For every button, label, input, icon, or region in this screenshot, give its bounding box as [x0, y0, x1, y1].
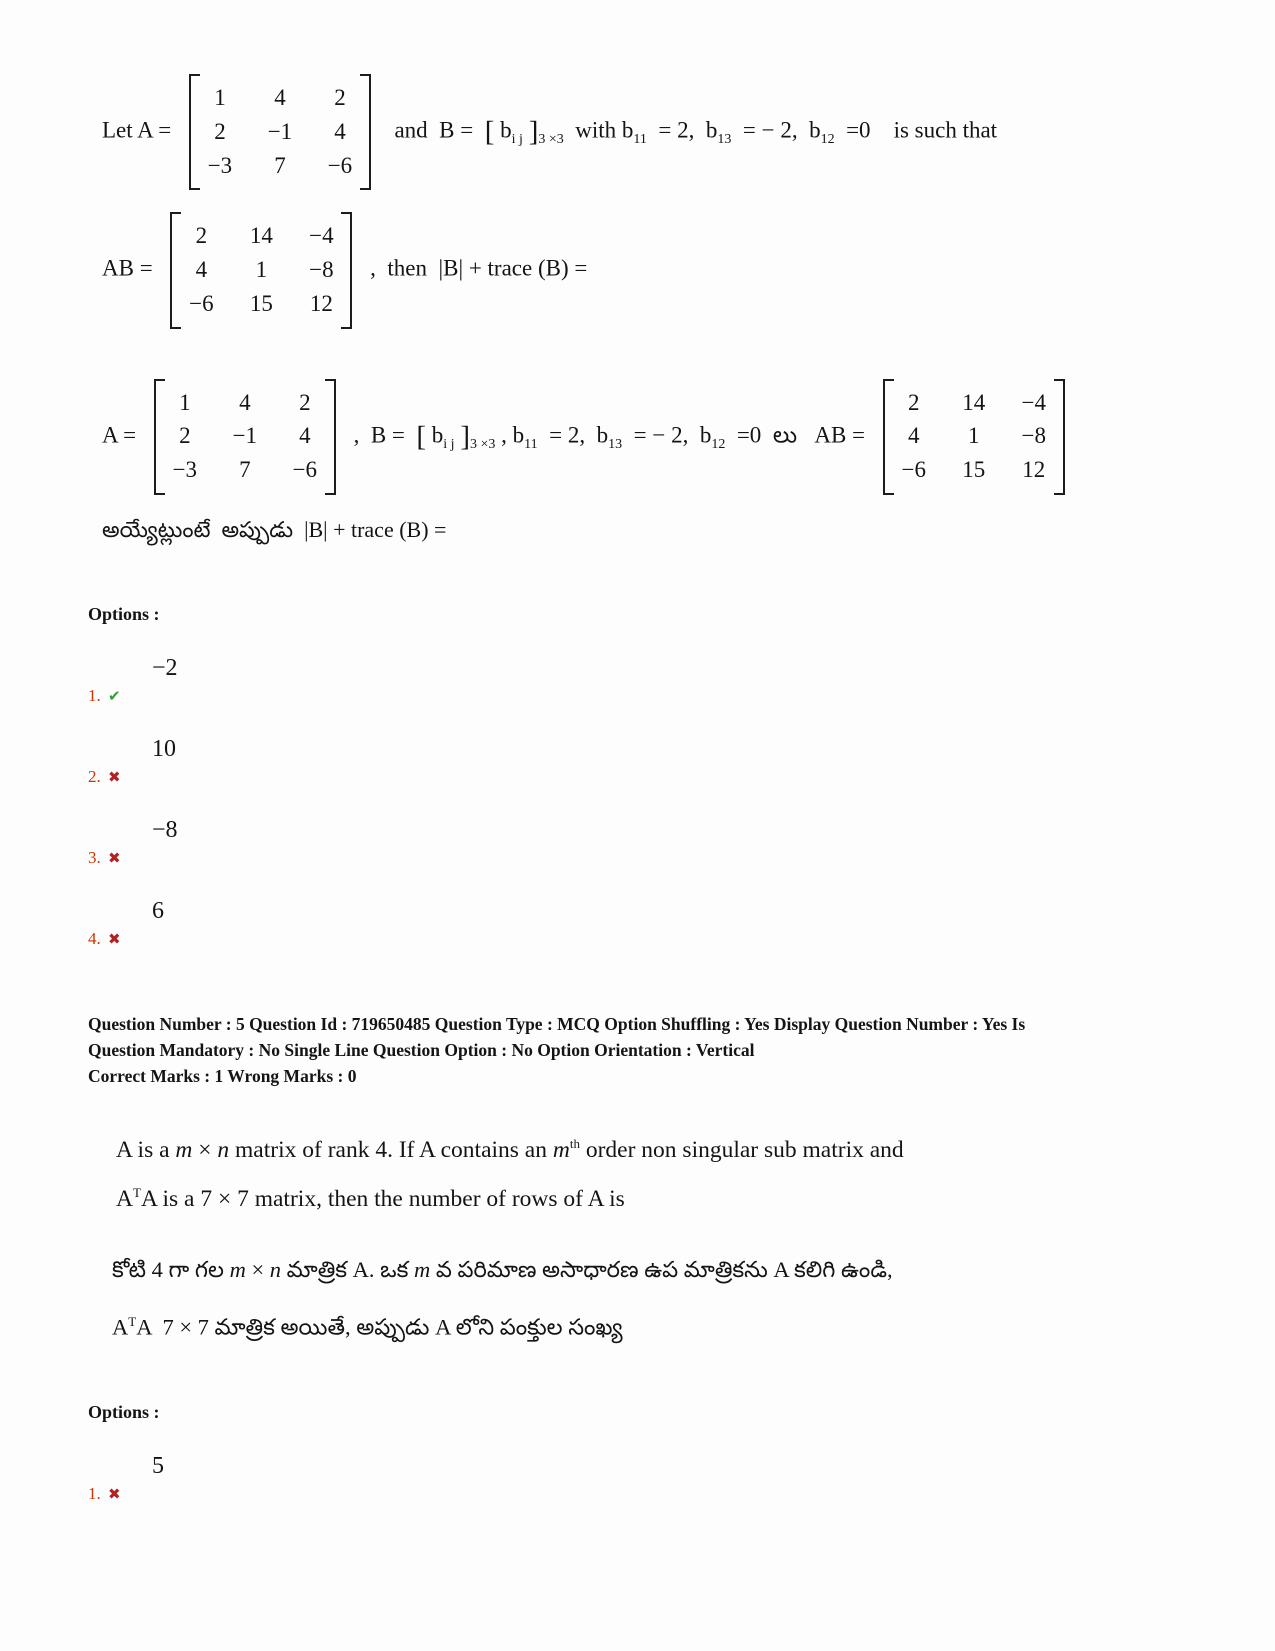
- option-value: −8: [152, 816, 178, 843]
- b13-subscript: 13: [608, 436, 623, 452]
- matrix-cell: −6: [189, 290, 214, 316]
- q5-telugu-line1: కోటి 4 గా గల m × n మాత్రిక A. ఒక m వ పరిమాణ అసాధారణ ఉప మాత్రికను A కలిగి ఉండి,: [112, 1257, 893, 1283]
- q4-option-4: [88, 898, 1191, 949]
- matrix-cell: −4: [309, 223, 334, 249]
- transpose-superscript: T: [132, 1185, 141, 1201]
- matrix-cell: −6: [292, 457, 318, 482]
- metadata-line-3: Correct Marks : 1 Wrong Marks : 0: [88, 1066, 357, 1087]
- dimension-subscript: 3 ×3: [538, 132, 564, 147]
- matrix-cell: 2: [179, 423, 191, 449]
- matrix-cell: 15: [962, 457, 986, 482]
- matrix-cell: 2: [908, 389, 920, 415]
- b-symbol: b: [500, 117, 512, 143]
- matrix-cell: −3: [207, 152, 233, 178]
- matrix-cell: 12: [309, 290, 333, 316]
- question-5-block: [88, 1136, 1191, 1504]
- q4-eq12-text: =0: [840, 117, 871, 143]
- matrix-cell: 2: [334, 85, 346, 110]
- matrix-cell: 2: [299, 389, 311, 415]
- matrix-cell: 4: [299, 423, 311, 449]
- matrix-cell: −8: [1021, 423, 1046, 449]
- matrix-ab: [170, 212, 352, 328]
- italic-m: m: [552, 1136, 570, 1163]
- italic-n: n: [269, 1257, 282, 1283]
- b-ij-subscript: i j: [443, 436, 455, 452]
- option-number: 1.: [88, 685, 101, 705]
- italic-m: m: [229, 1257, 246, 1283]
- then-trace-text: , then |B| + trace (B) =: [370, 255, 588, 281]
- telugu-eq12-text: =0: [731, 421, 768, 447]
- wrong-cross-icon: ✖: [108, 929, 121, 948]
- q4-with-text: with b: [569, 117, 634, 143]
- option-number: 1.: [88, 1483, 101, 1503]
- matrix-cell: −6: [901, 457, 926, 482]
- correct-check-icon: ✔: [108, 686, 121, 705]
- matrix-cell: 2: [195, 223, 208, 249]
- b-ij-subscript: i j: [511, 132, 523, 147]
- matrix-cell: 15: [249, 290, 273, 316]
- metadata-line-1: Question Number : 5 Question Id : 719650485 Question Type : MCQ Option Shuffling : Yes Display Question Number : Yes Is: [88, 1013, 1026, 1034]
- q4-option-2: [88, 736, 1191, 787]
- th-superscript: th: [569, 1135, 580, 1151]
- transpose-superscript: T: [128, 1314, 137, 1330]
- b12-subscript: 12: [711, 436, 726, 452]
- matrix-cell: 7: [274, 152, 286, 178]
- b-symbol: b: [431, 421, 444, 447]
- wrong-cross-icon: ✖: [108, 1484, 121, 1503]
- q5-telugu-line2: $A^TA$ 7 × 7 మాత్రిక అయితే, అప్పుడు A లోని పంక్తుల సంఖ్య: [112, 1314, 623, 1340]
- q4-option-1: [88, 655, 1191, 706]
- matrix-cell: 14: [962, 389, 986, 415]
- matrix-a: [189, 74, 371, 190]
- matrix-cell: −1: [267, 118, 293, 144]
- q4-english-line2: [102, 212, 1191, 328]
- q5-telugu-block: [88, 1257, 1191, 1346]
- option-value: 6: [152, 897, 164, 924]
- matrix-a-telugu: [154, 379, 336, 495]
- q4-english-line1: [102, 74, 1191, 190]
- telugu-a-equals: A =: [102, 421, 137, 447]
- left-bracket: [: [416, 419, 427, 452]
- b11-subscript: 11: [633, 132, 647, 147]
- matrix-cell: 4: [239, 389, 251, 415]
- option-number-row: [88, 848, 1191, 868]
- right-bracket: ]: [460, 419, 470, 452]
- option-number-row: [88, 767, 1191, 787]
- right-bracket: ]: [528, 115, 539, 148]
- q4-and-b-text: and B =: [388, 117, 479, 143]
- q5-english-line2: $A^TA$ is a 7 × 7 matrix, then the number of rows of A is: [116, 1185, 625, 1213]
- option-number: 2.: [88, 766, 101, 786]
- italic-m: m: [413, 1257, 431, 1283]
- wrong-cross-icon: ✖: [108, 848, 121, 867]
- option-number: 4.: [88, 928, 101, 948]
- telugu-eq13-text: = − 2, b: [627, 421, 712, 447]
- matrix-cell: 7: [239, 457, 251, 482]
- matrix-cell: 12: [1022, 457, 1046, 482]
- b12-subscript: 12: [820, 132, 835, 147]
- q5-option-1: [88, 1453, 1191, 1504]
- dimension-subscript: 3 ×3: [470, 436, 496, 452]
- matrix-cell: −1: [232, 423, 258, 449]
- q4-eq13-text: = − 2, b: [737, 117, 821, 143]
- question-5-metadata: [88, 1011, 1191, 1090]
- matrix-cell: 4: [908, 423, 920, 449]
- telugu-comma-text: , b: [501, 421, 525, 447]
- question-4-block: [88, 74, 1191, 949]
- wrong-cross-icon: ✖: [108, 767, 121, 786]
- matrix-cell: −6: [327, 152, 353, 178]
- option-value: −2: [152, 654, 178, 681]
- matrix-cell: 1: [255, 257, 268, 282]
- matrix-cell: 2: [214, 118, 226, 144]
- telugu-lu-word: లు: [772, 421, 798, 447]
- q5-english-line1: A is a m × n matrix of rank 4. If A contains an $m^{th}$ order non singular sub matrix and: [116, 1135, 904, 1163]
- matrix-cell: −8: [309, 257, 334, 282]
- matrix-cell: −3: [172, 457, 198, 482]
- telugu-eq11-text: = 2, b: [543, 421, 609, 447]
- matrix-cell: −4: [1021, 389, 1046, 415]
- option-value: 10: [152, 735, 176, 762]
- matrix-cell: 14: [249, 223, 273, 249]
- ab-equals-text: AB =: [102, 255, 153, 281]
- matrix-cell: 1: [179, 389, 191, 415]
- q4-tail-text: is such that: [876, 117, 998, 143]
- option-number-row: [88, 1484, 1191, 1504]
- option-number: 3.: [88, 847, 101, 867]
- telugu-comma-b: , B =: [353, 421, 411, 447]
- option-number-row: [88, 686, 1191, 706]
- matrix-cell: 1: [214, 85, 226, 110]
- left-bracket: [: [484, 115, 495, 148]
- matrix-ab-telugu: [883, 379, 1065, 495]
- italic-n: n: [217, 1136, 230, 1163]
- q4-option-3: [88, 817, 1191, 868]
- q4-lead-text: Let A =: [102, 117, 172, 143]
- matrix-cell: 4: [195, 257, 208, 282]
- matrix-cell: 4: [274, 85, 286, 110]
- metadata-line-2: Question Mandatory : No Single Line Question Option : No Option Orientation : Vertical: [88, 1040, 755, 1060]
- q4-options-label: Options :: [88, 603, 160, 624]
- matrix-cell: 4: [334, 118, 346, 144]
- q4-telugu-line1: [102, 379, 1191, 495]
- q4-telugu-line2: అయ్యేట్లుంటే అప్పుడు |B| + trace (B) =: [102, 516, 447, 542]
- option-value: 5: [152, 1452, 164, 1479]
- q4-eq11-text: = 2, b: [652, 117, 718, 143]
- telugu-ab-equals: AB =: [802, 421, 865, 447]
- italic-m: m: [175, 1136, 193, 1163]
- b11-subscript: 11: [524, 436, 538, 452]
- matrix-cell: 1: [968, 423, 980, 449]
- option-number-row: [88, 929, 1191, 949]
- q5-options-label: Options :: [88, 1401, 160, 1422]
- b13-subscript: 13: [717, 132, 732, 147]
